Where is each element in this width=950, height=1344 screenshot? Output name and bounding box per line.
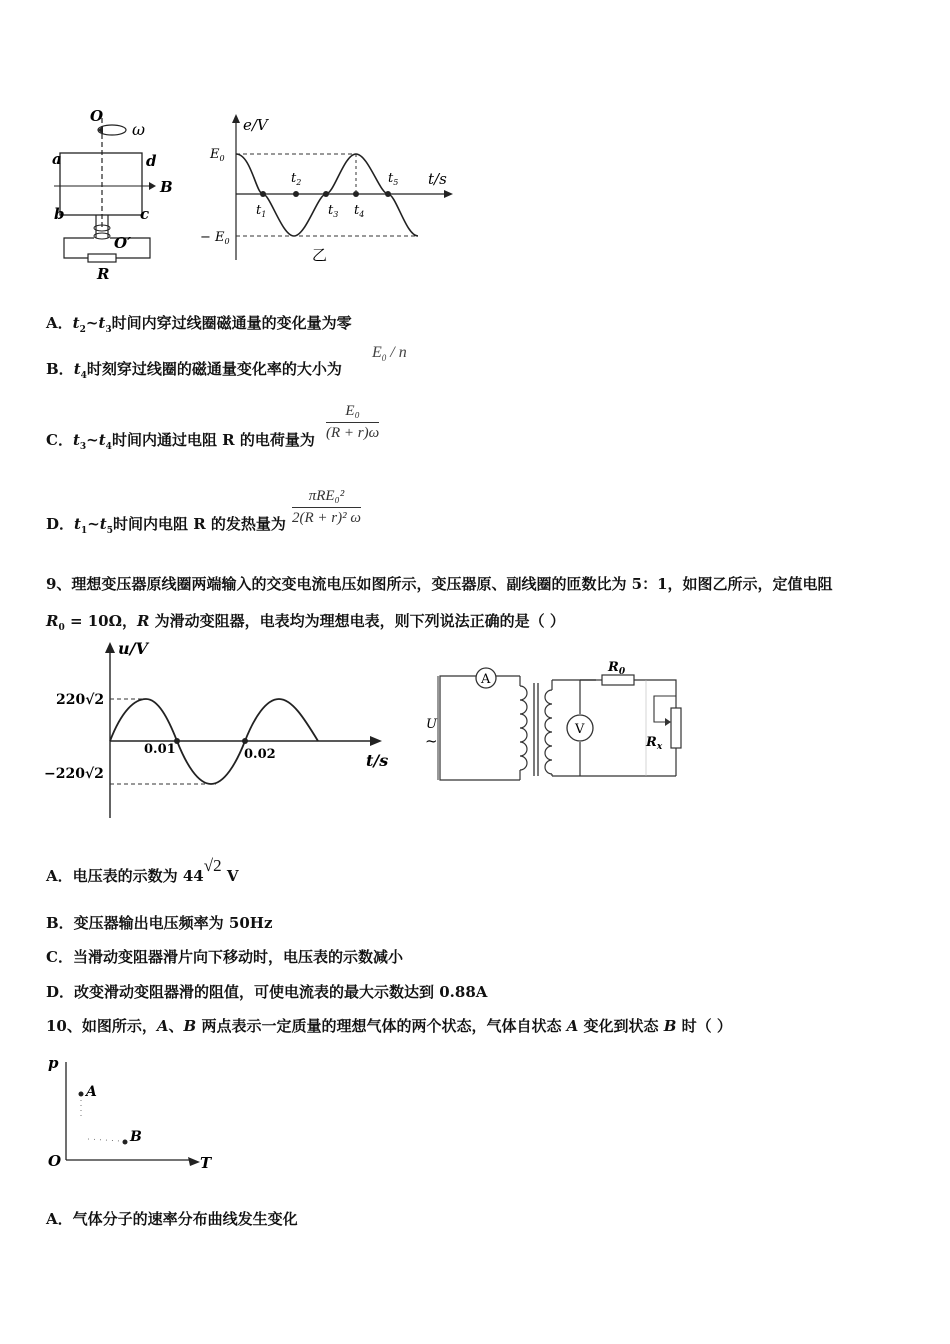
label-d: d [146,152,157,170]
ammeter-label: A [481,672,491,687]
emf-time-graph [196,108,466,273]
q8-option-b-formula: $E_0$ / n [372,344,407,364]
label-c: c [140,205,150,223]
sqrt-two: √2 [203,856,222,875]
label-O-prime: O′ [114,234,132,252]
point-label-A: A [86,1084,97,1100]
label-t4: $t_4$ [354,203,365,219]
tick-0-02: 0.02 [244,747,276,762]
voltmeter-label: V [575,722,585,737]
q9-option-b: B．变压器输出电压频率为 50Hz [46,914,273,932]
q9-stem-line1: 9、理想变压器原线圈两端输入的交变电流电压如图所示，变压器原、副线圈的匝数比为 5：1，如图乙所示，定值电阻 [46,575,833,593]
q8-option-a: A．$t_2\sim t_3$时间内穿过线圈磁通量的变化量为零 [46,314,352,335]
q9-option-d: D．改变滑动变阻器滑的阻值，可使电流表的最大示数达到 0.88A [46,983,488,1001]
label-E0: $E_0$ [210,147,225,163]
tick-0-01: 0.01 [144,742,176,757]
label-neg-E0: − $E_0$ [200,230,230,246]
label-t1: $t_1$ [256,203,267,219]
q8-option-c-fraction: $\frac{\text{E₀}}{(R + r)\omega}$ [326,403,380,441]
q8-option-c: C．$t_3\sim t_4$时间内通过电阻 R 的电荷量为 [46,431,315,452]
q8-option-d-fraction: πRE₀² 2(R + r)² ω [292,488,361,526]
origin-label-O: O [48,1152,62,1170]
label-a: a [52,150,62,168]
figure-caption-yi: 乙 [312,246,328,264]
label-B-field: B [160,178,173,196]
label-omega: ω [132,120,146,139]
point-label-B: B [130,1129,142,1145]
source-label-U: U [426,717,437,732]
q8-option-b: B．$t_4$时刻穿过线圈的磁通量变化率的大小为 [46,360,342,381]
q8-option-d: D．$t_1\sim t_5$时间内电阻 R 的发热量为 [46,515,286,536]
label-R-resistor: R [97,265,110,283]
pressure-temperature-graph [44,1048,224,1178]
label-t5: $t_5$ [388,171,399,187]
transformer-circuit [420,658,695,788]
coil-figure [40,100,190,290]
q10-option-a: A．气体分子的速率分布曲线发生变化 [46,1210,298,1228]
ac-symbol: ~ [425,732,438,750]
label-O: O [90,107,104,125]
Rx-label: $R_x$ [646,735,663,752]
q9-option-a: A．电压表的示数为 44√2 V [46,856,239,885]
axis-label-u: u/V [118,639,148,658]
label-t2: $t_2$ [291,171,302,187]
axis-label-e: e/V [243,116,268,134]
label-b: b [54,205,65,223]
label-t3: $t_3$ [328,203,339,219]
q9-stem-line2: $R_0 = 10\Omega$，R 为滑动变阻器，电表均为理想电表，则下列说法正确的是（ ） [46,612,565,633]
label-neg-peak: −220√2 [44,766,104,782]
axis-label-p: p [48,1054,59,1072]
axis-label-T: T [200,1154,212,1172]
label-pos-peak: 220√2 [56,692,105,708]
R0-label: $R_0$ [608,660,626,677]
axis-label-t: t/s [428,170,447,188]
q10-stem: 10、如图所示，A、B 两点表示一定质量的理想气体的两个状态，气体自状态 A 变化到状态 B 时（ ） [46,1017,732,1035]
voltage-time-graph [40,638,400,823]
q9-option-c: C．当滑动变阻器滑片向下移动时，电压表的示数减小 [46,948,403,966]
axis-label-t-s: t/s [366,751,389,770]
